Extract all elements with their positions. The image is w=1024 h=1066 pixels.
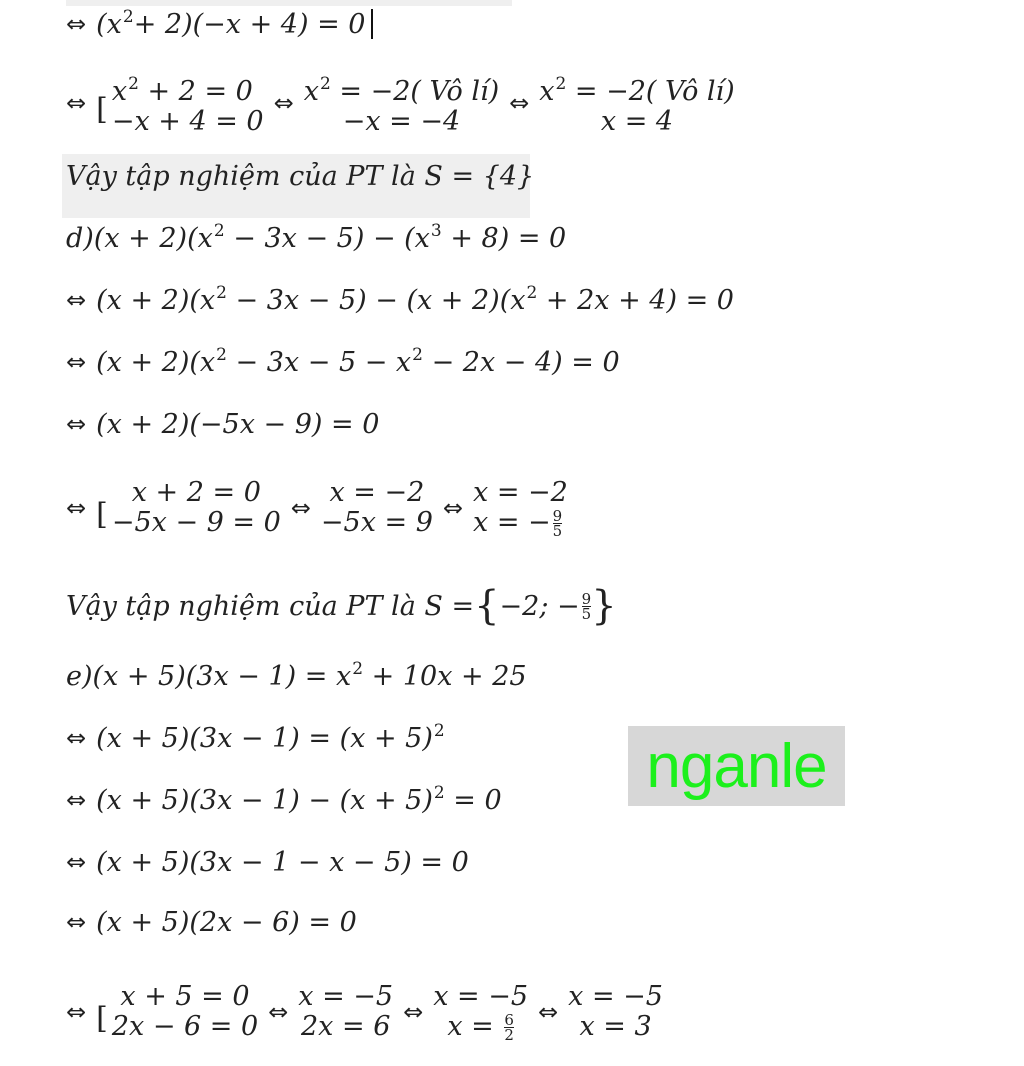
equation-line-7: ⇔ (x + 2)(−5x − 9) = 0: [66, 408, 380, 440]
iff-symbol: ⇔: [66, 89, 87, 117]
system-2: x = −2 −5x = 9: [320, 477, 433, 538]
system-1: x + 2 = 0 −5x − 9 = 0: [111, 477, 281, 538]
bracket-symbol: [: [96, 1000, 108, 1036]
equation-line-6: ⇔ $(x + 2)(x^2 - 3x - 5 - x^2 - 2x - 4) = 0$: [66, 345, 620, 379]
system-4: x = −5 x = 3: [568, 981, 663, 1042]
conclusion-1: [66, 152, 534, 200]
equation-line-14: ⇔ (x + 5)(2x − 6) = 0: [66, 906, 357, 938]
iff-symbol: ⇔: [66, 10, 87, 38]
system-1: x + 5 = 0 2x − 6 = 0: [111, 981, 259, 1042]
bracket-symbol: [: [96, 496, 108, 532]
iff-symbol: ⇔: [66, 724, 87, 752]
iff-symbol: ⇔: [509, 89, 530, 117]
expr: $(x^2+ 2)(-x + 4) = 0$: [96, 7, 366, 41]
system-3: x = −2 x = − $\frac{9}{5}$: [473, 477, 568, 540]
equation-line-d: $d)(x + 2)(x^2 - 3x - 5) - (x^3 + 8) = 0$: [66, 221, 567, 255]
conclusion-2: Vậy tập nghiệm của PT là S = { −2; − $\frac{9}{5}$ }: [66, 583, 617, 629]
iff-symbol: ⇔: [290, 494, 311, 522]
iff-symbol: ⇔: [66, 998, 87, 1026]
iff-symbol: ⇔: [66, 908, 87, 936]
bracket-symbol: [: [96, 91, 108, 127]
system-3: $x^2 = -2$( Vô lí) x = 4: [539, 73, 735, 138]
iff-symbol: ⇔: [66, 410, 87, 438]
watermark-label: nganle: [628, 726, 845, 806]
equation-line-11: ⇔ $(x + 5)(3x - 1) = (x + 5)^2$: [66, 721, 445, 755]
equation-line-8: [66, 470, 568, 546]
iff-symbol: ⇔: [442, 494, 464, 522]
equation-line-5: ⇔ $(x + 2)(x^2 - 3x - 5) - (x + 2)(x^2 + 2x + 4) = 0$: [66, 283, 734, 317]
iff-symbol: ⇔: [66, 848, 87, 876]
equation-line-e: $e)(x + 5)(3x - 1) = x^2 + 10x + 25$: [66, 659, 527, 693]
equation-line-2: [66, 70, 735, 136]
system-2: x = −5 2x = 6: [298, 981, 394, 1042]
iff-symbol: ⇔: [66, 286, 87, 314]
equation-line-1: [66, 0, 373, 48]
equation-line-15: [66, 972, 663, 1052]
conclusion-text: Vậy tập nghiệm của PT là S = {4}: [66, 160, 535, 192]
system-1: $x^2 + 2 = 0$ −x + 4 = 0: [111, 73, 264, 138]
iff-symbol: ⇔: [268, 998, 289, 1026]
iff-symbol: ⇔: [538, 998, 559, 1026]
iff-symbol: ⇔: [66, 494, 87, 522]
text-cursor[interactable]: [371, 9, 373, 39]
iff-symbol: ⇔: [403, 998, 424, 1026]
iff-symbol: ⇔: [273, 89, 294, 117]
system-2: $x^2 = -2$( Vô lí) −x = −4: [303, 73, 500, 138]
iff-symbol: ⇔: [66, 348, 87, 376]
equation-line-13: ⇔ (x + 5)(3x − 1 − x − 5) = 0: [66, 846, 469, 878]
equation-line-12: ⇔ $(x + 5)(3x - 1) - (x + 5)^2 = 0$: [66, 783, 502, 817]
system-3: x = −5 x = $\frac{6}{2}$: [433, 981, 529, 1044]
iff-symbol: ⇔: [66, 786, 87, 814]
